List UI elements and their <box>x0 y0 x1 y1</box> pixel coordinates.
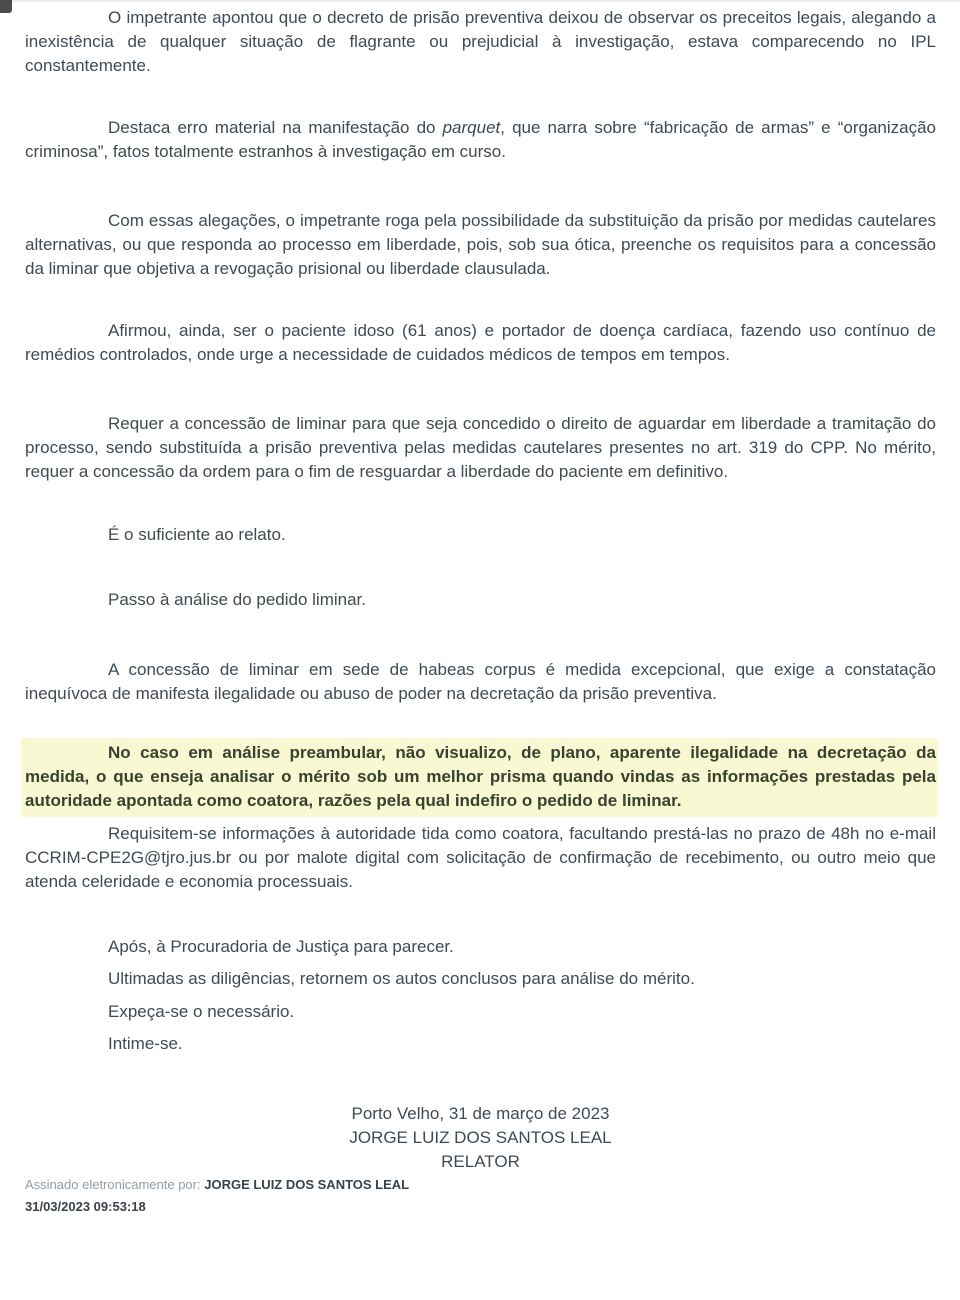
paragraph-highlighted-denial: No caso em análise preambular, não visualizo, de plano, aparente ilegalidade na decretação da medida, o que enseja analisar o mérito sob um melhor prisma quando vindas as informações prestadas pela autoridade apontada como coatora, razões pela qual indefiro o pedido de liminar. <box>21 738 938 817</box>
signed-label: Assinado eletronicamente por: <box>25 1177 201 1192</box>
judge-role: RELATOR <box>441 1152 520 1171</box>
paragraph-expeca: Expeça-se o necessário. <box>108 1002 295 1021</box>
paragraph-request-information: Requisitem-se informações à autoridade tida como coatora, facultando prestá-las no prazo de 48h no e-mail CCRIM-CPE2G@tjro.jus.br ou por malote digital com solicitação de confirmação de recebimento, ou outro meio que atenda celeridade e economia processuais. <box>25 824 936 891</box>
parquet-term: parquet <box>442 118 501 137</box>
signature-timestamp: 31/03/2023 09:53:18 <box>25 1199 146 1214</box>
place-date-line: Porto Velho, 31 de março de 2023 <box>351 1104 610 1123</box>
paragraph-procuradoria: Após, à Procuradoria de Justiça para parecer. <box>108 937 454 956</box>
paragraph-intime: Intime-se. <box>108 1034 183 1053</box>
paragraph-liminar-request: Requer a concessão de liminar para que seja concedido o direito de aguardar em liberdade a tramitação do processo, sendo substituída a prisão preventiva pelas medidas cautelares presentes no art. 319 do CPP. No mérito, requer a concessão da ordem para o fim de resguardar a liberdade do paciente em definitivo. <box>25 414 936 481</box>
paragraph-sufficient-report: É o suficiente ao relato. <box>108 525 286 544</box>
paragraph-patient-health: Afirmou, ainda, ser o paciente idoso (61 anos) e portador de doença cardíaca, fazendo uso contínuo de remédios controlados, onde urge a necessidade de cuidados médicos de tempos em tempos. <box>25 321 936 364</box>
paragraph-material-error <box>25 116 936 164</box>
judge-name: JORGE LUIZ DOS SANTOS LEAL <box>349 1128 612 1147</box>
paragraph-habeas-corpus-exceptional: A concessão de liminar em sede de habeas corpus é medida excepcional, que exige a constatação inequívoca de manifesta ilegalidade ou abuso de poder na decretação da prisão preventiva. <box>25 660 936 703</box>
paragraph-preventive-detention-claim: O impetrante apontou que o decreto de prisão preventiva deixou de observar os preceitos legais, alegando a inexistência de qualquer situação de flagrante ou prejudicial à investigação, estava comparecendo no IPL constantemente. <box>25 8 936 75</box>
signed-name: JORGE LUIZ DOS SANTOS LEAL <box>204 1177 410 1192</box>
paragraph-analysis-start: Passo à análise do pedido liminar. <box>108 590 366 609</box>
paragraph-substitution-request: Com essas alegações, o impetrante roga pela possibilidade da substituição da prisão por medidas cautelares alternativas, ou que responda ao processo em liberdade, pois, sob sua ótica, preenche os requisitos para a concessão da liminar que objetiva a revogação prisional ou liberdade clausulada. <box>25 211 936 278</box>
paragraph-material-error-suffix: , que narra sobre “fabricação de armas” e “organização criminosa”, fatos totalmente estranhos à investigação em curso. <box>25 118 936 161</box>
paragraph-material-error-prefix: Destaca erro material na manifestação do <box>108 118 443 137</box>
electronic-signature-line <box>25 1174 936 1196</box>
paragraph-diligencias: Ultimadas as diligências, retornem os autos conclusos para análise do mérito. <box>108 969 695 988</box>
